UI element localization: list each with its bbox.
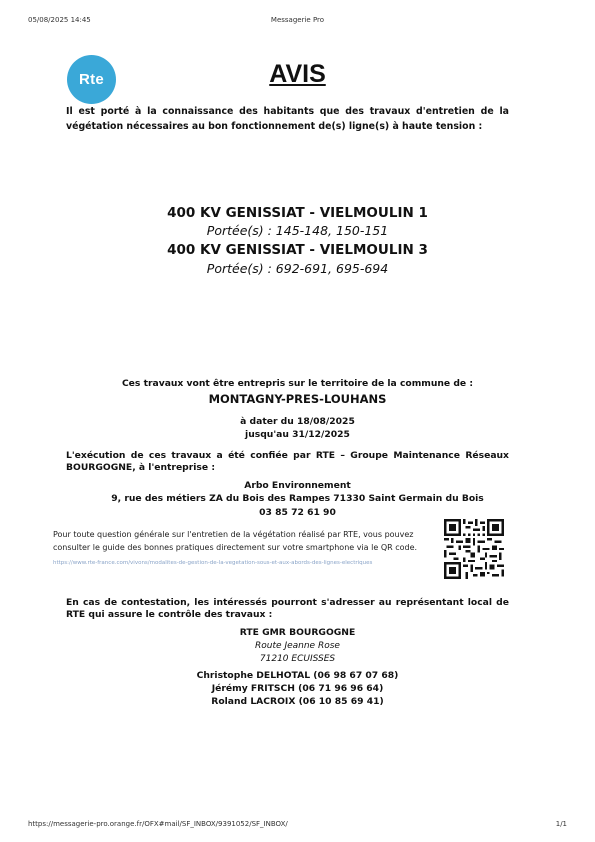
contact-1: Christophe DELHOTAL (06 98 67 07 68) xyxy=(196,670,399,681)
page-title: AVIS xyxy=(269,60,326,88)
company-phone: 03 85 72 61 90 xyxy=(259,507,336,518)
rte-office-street: Route Jeanne Rose xyxy=(255,641,340,651)
rte-logo-text: Rte xyxy=(78,71,105,88)
territory-intro: Ces travaux vont être entrepris sur le territoire de la commune de : xyxy=(121,378,474,389)
rte-office-name: RTE GMR BOURGOGNE xyxy=(239,627,356,638)
rte-office-city: 71210 ECUISSES xyxy=(259,654,336,664)
line-1-portees: Portée(s) : 145-148, 150-151 xyxy=(206,223,389,238)
guide-link[interactable]: https://www.rte-france.com/vivons/modalites-de-gestion-de-la-vegetation-sous-et-aux-abords-des-lignes-electriques xyxy=(53,560,373,566)
date-to: jusqu'au 31/12/2025 xyxy=(245,429,350,440)
intro-text: Il est porté à la connaissance des habitants que des travaux d'entretien de la végétation nécessaires au bon fonctionnement de(s) ligne(s) à haute tension : xyxy=(66,106,509,132)
page-number: 1/1 xyxy=(555,820,567,828)
line-1-name: 400 KV GENISSIAT - VIELMOULIN 1 xyxy=(167,205,428,221)
print-datetime: 05/08/2025 14:45 xyxy=(28,16,91,24)
company-name: Arbo Environnement xyxy=(244,480,351,491)
date-from: à dater du 18/08/2025 xyxy=(240,416,355,427)
commune-name: MONTAGNY-PRES-LOUHANS xyxy=(208,392,387,406)
contact-3: Roland LACROIX (06 10 85 69 41) xyxy=(211,696,384,707)
qr-code[interactable] xyxy=(444,519,504,579)
qr-info-text: Pour toute question générale sur l'entretien de la végétation réalisé par RTE, vous pouvez consulter le guide des bonnes pratiques directement sur votre smartphone via le QR code. xyxy=(53,530,418,552)
execution-text: L'exécution de ces travaux a été confiée par RTE – Groupe Maintenance Réseaux BOURGOGNE, à l'entreprise : xyxy=(66,450,509,473)
print-app-name: Messagerie Pro xyxy=(270,16,325,24)
company-address: 9, rue des métiers ZA du Bois des Rampes 71330 Saint Germain du Bois xyxy=(111,493,484,504)
contact-2: Jérémy FRITSCH (06 71 96 96 64) xyxy=(211,683,384,694)
contest-text: En cas de contestation, les intéressés pourront s'adresser au représentant local de RTE qui assure le contrôle des travaux : xyxy=(66,597,509,620)
line-2-name: 400 KV GENISSIAT - VIELMOULIN 3 xyxy=(167,242,428,258)
line-2-portees: Portée(s) : 692-691, 695-694 xyxy=(206,261,389,276)
print-url: https://messagerie-pro.orange.fr/OFX#mail/SF_INBOX/9391052/SF_INBOX/ xyxy=(28,820,288,828)
